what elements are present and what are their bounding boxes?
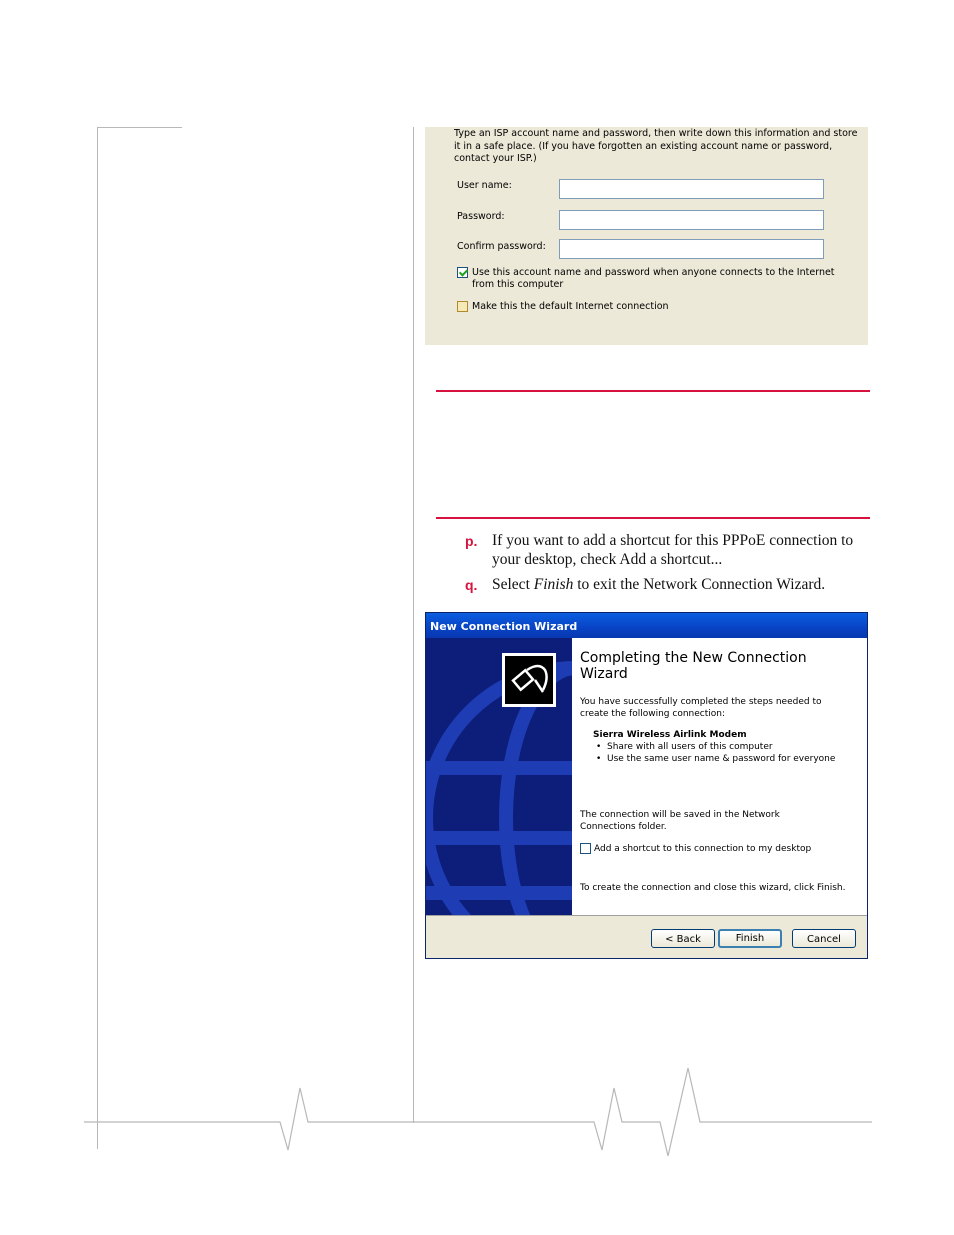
new-connection-wizard-window bbox=[425, 612, 868, 959]
isp-account-panel bbox=[425, 127, 868, 345]
step-q-text-after: to exit the Network Connection Wizard. bbox=[573, 576, 826, 593]
finish-button[interactable]: Finish bbox=[718, 929, 782, 948]
user-name-input[interactable] bbox=[559, 179, 824, 199]
use-account-label: Use this account name and password when anyone connects to the Internet from this computer bbox=[472, 267, 835, 290]
step-q-finish-word: Finish bbox=[533, 576, 574, 593]
bullet-item-2: Use the same user name & password for everyone bbox=[607, 754, 836, 764]
back-button[interactable]: < Back bbox=[651, 929, 715, 948]
wizard-globe-banner bbox=[426, 638, 572, 915]
note-bottom-rule bbox=[436, 517, 870, 519]
wizard-content-pane bbox=[572, 638, 867, 915]
user-name-label: User name: bbox=[457, 180, 512, 191]
confirm-password-input[interactable] bbox=[559, 239, 824, 259]
connection-icon bbox=[502, 653, 556, 707]
left-margin-line bbox=[97, 127, 98, 1149]
step-p-letter: p. bbox=[465, 533, 478, 549]
step-q-text-before: Select bbox=[492, 576, 534, 593]
note-top-rule bbox=[436, 390, 870, 392]
bullet-bullet-1: • bbox=[596, 742, 602, 752]
password-input[interactable] bbox=[559, 210, 824, 230]
step-p-text: If you want to add a shortcut for this PPPoE connection to your desktop, check Add a shortcut... bbox=[492, 532, 854, 568]
password-label: Password: bbox=[457, 211, 505, 222]
confirm-password-label: Confirm password: bbox=[457, 241, 546, 252]
add-shortcut-checkbox[interactable] bbox=[580, 843, 591, 854]
wizard-heading: Completing the New Connection Wizard bbox=[580, 650, 807, 682]
saved-location-text: The connection will be saved in the Network Connections folder. bbox=[580, 810, 780, 832]
step-q-text bbox=[492, 575, 872, 594]
connection-name: Sierra Wireless Airlink Modem bbox=[593, 730, 747, 740]
step-q-letter: q. bbox=[465, 577, 478, 593]
wizard-title-bar[interactable]: New Connection Wizard bbox=[426, 613, 867, 638]
default-connection-label: Make this the default Internet connection bbox=[472, 301, 669, 312]
bullet-bullet-2: • bbox=[596, 754, 602, 764]
add-shortcut-label: Add a shortcut to this connection to my desktop bbox=[594, 844, 812, 854]
top-left-rule bbox=[97, 127, 182, 128]
bullet-item-1: Share with all users of this computer bbox=[607, 742, 773, 752]
wizard-button-bar bbox=[426, 915, 867, 959]
finish-instruction-text: To create the connection and close this wizard, click Finish. bbox=[580, 883, 846, 893]
success-text: You have successfully completed the steps needed to create the following connection: bbox=[580, 697, 822, 719]
cancel-button[interactable]: Cancel bbox=[792, 929, 856, 948]
use-account-checkbox[interactable] bbox=[457, 267, 468, 278]
column-divider-line bbox=[413, 127, 414, 1123]
isp-intro-text: Type an ISP account name and password, then write down this information and store it in a safe place. (If you have forgotten an existing account name or password, contact your ISP.) bbox=[454, 128, 858, 164]
default-connection-checkbox[interactable] bbox=[457, 301, 468, 312]
footer-pulse-line bbox=[80, 1060, 880, 1170]
